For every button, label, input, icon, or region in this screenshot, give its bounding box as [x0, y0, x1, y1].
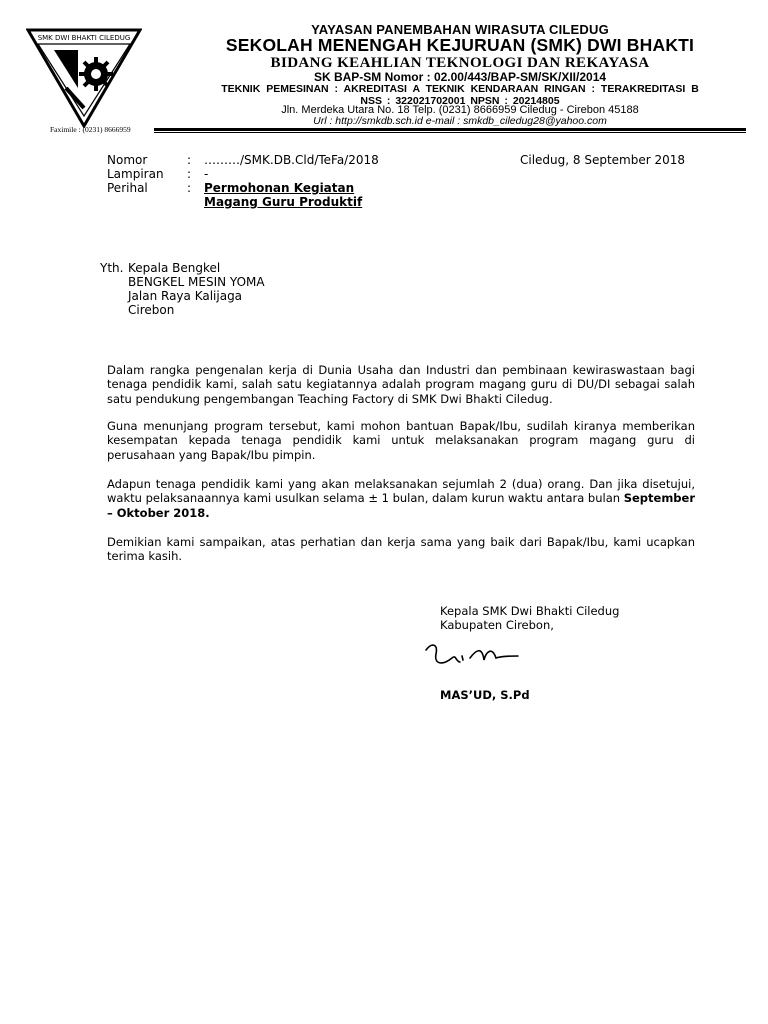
- lampiran-value: -: [204, 167, 209, 181]
- body-paragraph-1: Dalam rangka pengenalan kerja di Dunia Usaha dan Industri dan pembinaan kewiraswastaan bagi tenaga pendidik kami, salah satu kegiatannya adalah program magang guru di DU/DI sebagai salah satu pendukung pengembangan Teaching Factory di SMK Dwi Bhakti Ciledug.: [107, 363, 695, 406]
- recipient-line-1: Kepala Bengkel: [128, 261, 221, 275]
- body-paragraph-2: Guna menunjang program tersebut, kami mohon bantuan Bapak/Ibu, sudilah kiranya memberikan kesempatan kepada tenaga pendidik kami untuk melaksanakan program magang guru di perusahaan yang Bapak/Ibu pimpin.: [107, 419, 695, 462]
- nomor-label: Nomor: [107, 153, 148, 167]
- fax-number: Faximile : (0231) 8666959: [50, 125, 131, 134]
- recipient-line-4: Cirebon: [128, 303, 175, 317]
- letter-date: Ciledug, 8 September 2018: [520, 153, 686, 167]
- perihal-line-1: Permohonan Kegiatan: [204, 181, 355, 195]
- lampiran-label: Lampiran: [107, 167, 164, 181]
- perihal-colon: :: [187, 181, 192, 195]
- letterhead-divider: [154, 128, 746, 131]
- letterhead-divider-thin: [154, 132, 746, 133]
- nomor-colon: :: [187, 153, 192, 167]
- school-web-email: Url : http://smkdb.sch.id e-mail : smkdb_ciledug28@yahoo.com: [313, 115, 607, 127]
- body-paragraph-4: Demikian kami sampaikan, atas perhatian dan kerja sama yang baik dari Bapak/Ibu, kami ucapkan terima kasih.: [107, 535, 695, 564]
- lampiran-colon: :: [187, 167, 192, 181]
- accreditation-programs: TEKNIK PEMESINAN : AKREDITASI A TEKNIK KENDARAAN RINGAN : TERAKREDITASI B: [221, 83, 699, 95]
- nomor-value: ………/SMK.DB.Cld/TeFa/2018: [204, 153, 379, 167]
- signer-title: Kepala SMK Dwi Bhakti Ciledug: [440, 604, 620, 618]
- signer-place: Kabupaten Cirebon,: [440, 618, 554, 632]
- handwritten-signature: [422, 636, 522, 674]
- body-paragraph-3: [107, 477, 695, 520]
- sk-number: SK BAP-SM Nomor : 02.00/443/BAP-SM/SK/XII/2014: [313, 70, 607, 84]
- logo-text: SMK DWI BHAKTI CILEDUG: [37, 34, 131, 42]
- body-paragraph-3-period: September – Oktober 2018.: [107, 491, 695, 520]
- perihal-label: Perihal: [107, 181, 148, 195]
- recipient-prefix: Yth.: [100, 261, 124, 275]
- signature-block: [440, 604, 619, 632]
- nss-npsn: NSS : 322021702001 NPSN : 20214805: [360, 95, 560, 107]
- signer-name: MAS’UD, S.Pd: [440, 688, 530, 702]
- school-name: SEKOLAH MENENGAH KEJURUAN (SMK) DWI BHAKTI: [225, 35, 695, 55]
- school-logo: [26, 28, 142, 128]
- foundation-name: YAYASAN PANEMBAHAN WIRASUTA CILEDUG: [311, 22, 609, 37]
- field-of-expertise: BIDANG KEAHLIAN TEKNOLOGI DAN REKAYASA: [270, 55, 650, 71]
- body-paragraph-3-text: Adapun tenaga pendidik kami yang akan melaksanakan sejumlah 2 (dua) orang. Dan jika disetujui, waktu pelaksanaannya kami usulkan selama ± 1 bulan, dalam kurun waktu antara bulan: [107, 477, 695, 506]
- recipient-line-3: Jalan Raya Kalijaga: [128, 289, 243, 303]
- recipient-line-2: BENGKEL MESIN YOMA: [128, 275, 265, 289]
- school-address: Jln. Merdeka Utara No. 18 Telp. (0231) 8666959 Ciledug - Cirebon 45188: [281, 104, 639, 116]
- perihal-line-2: Magang Guru Produktif: [204, 195, 363, 209]
